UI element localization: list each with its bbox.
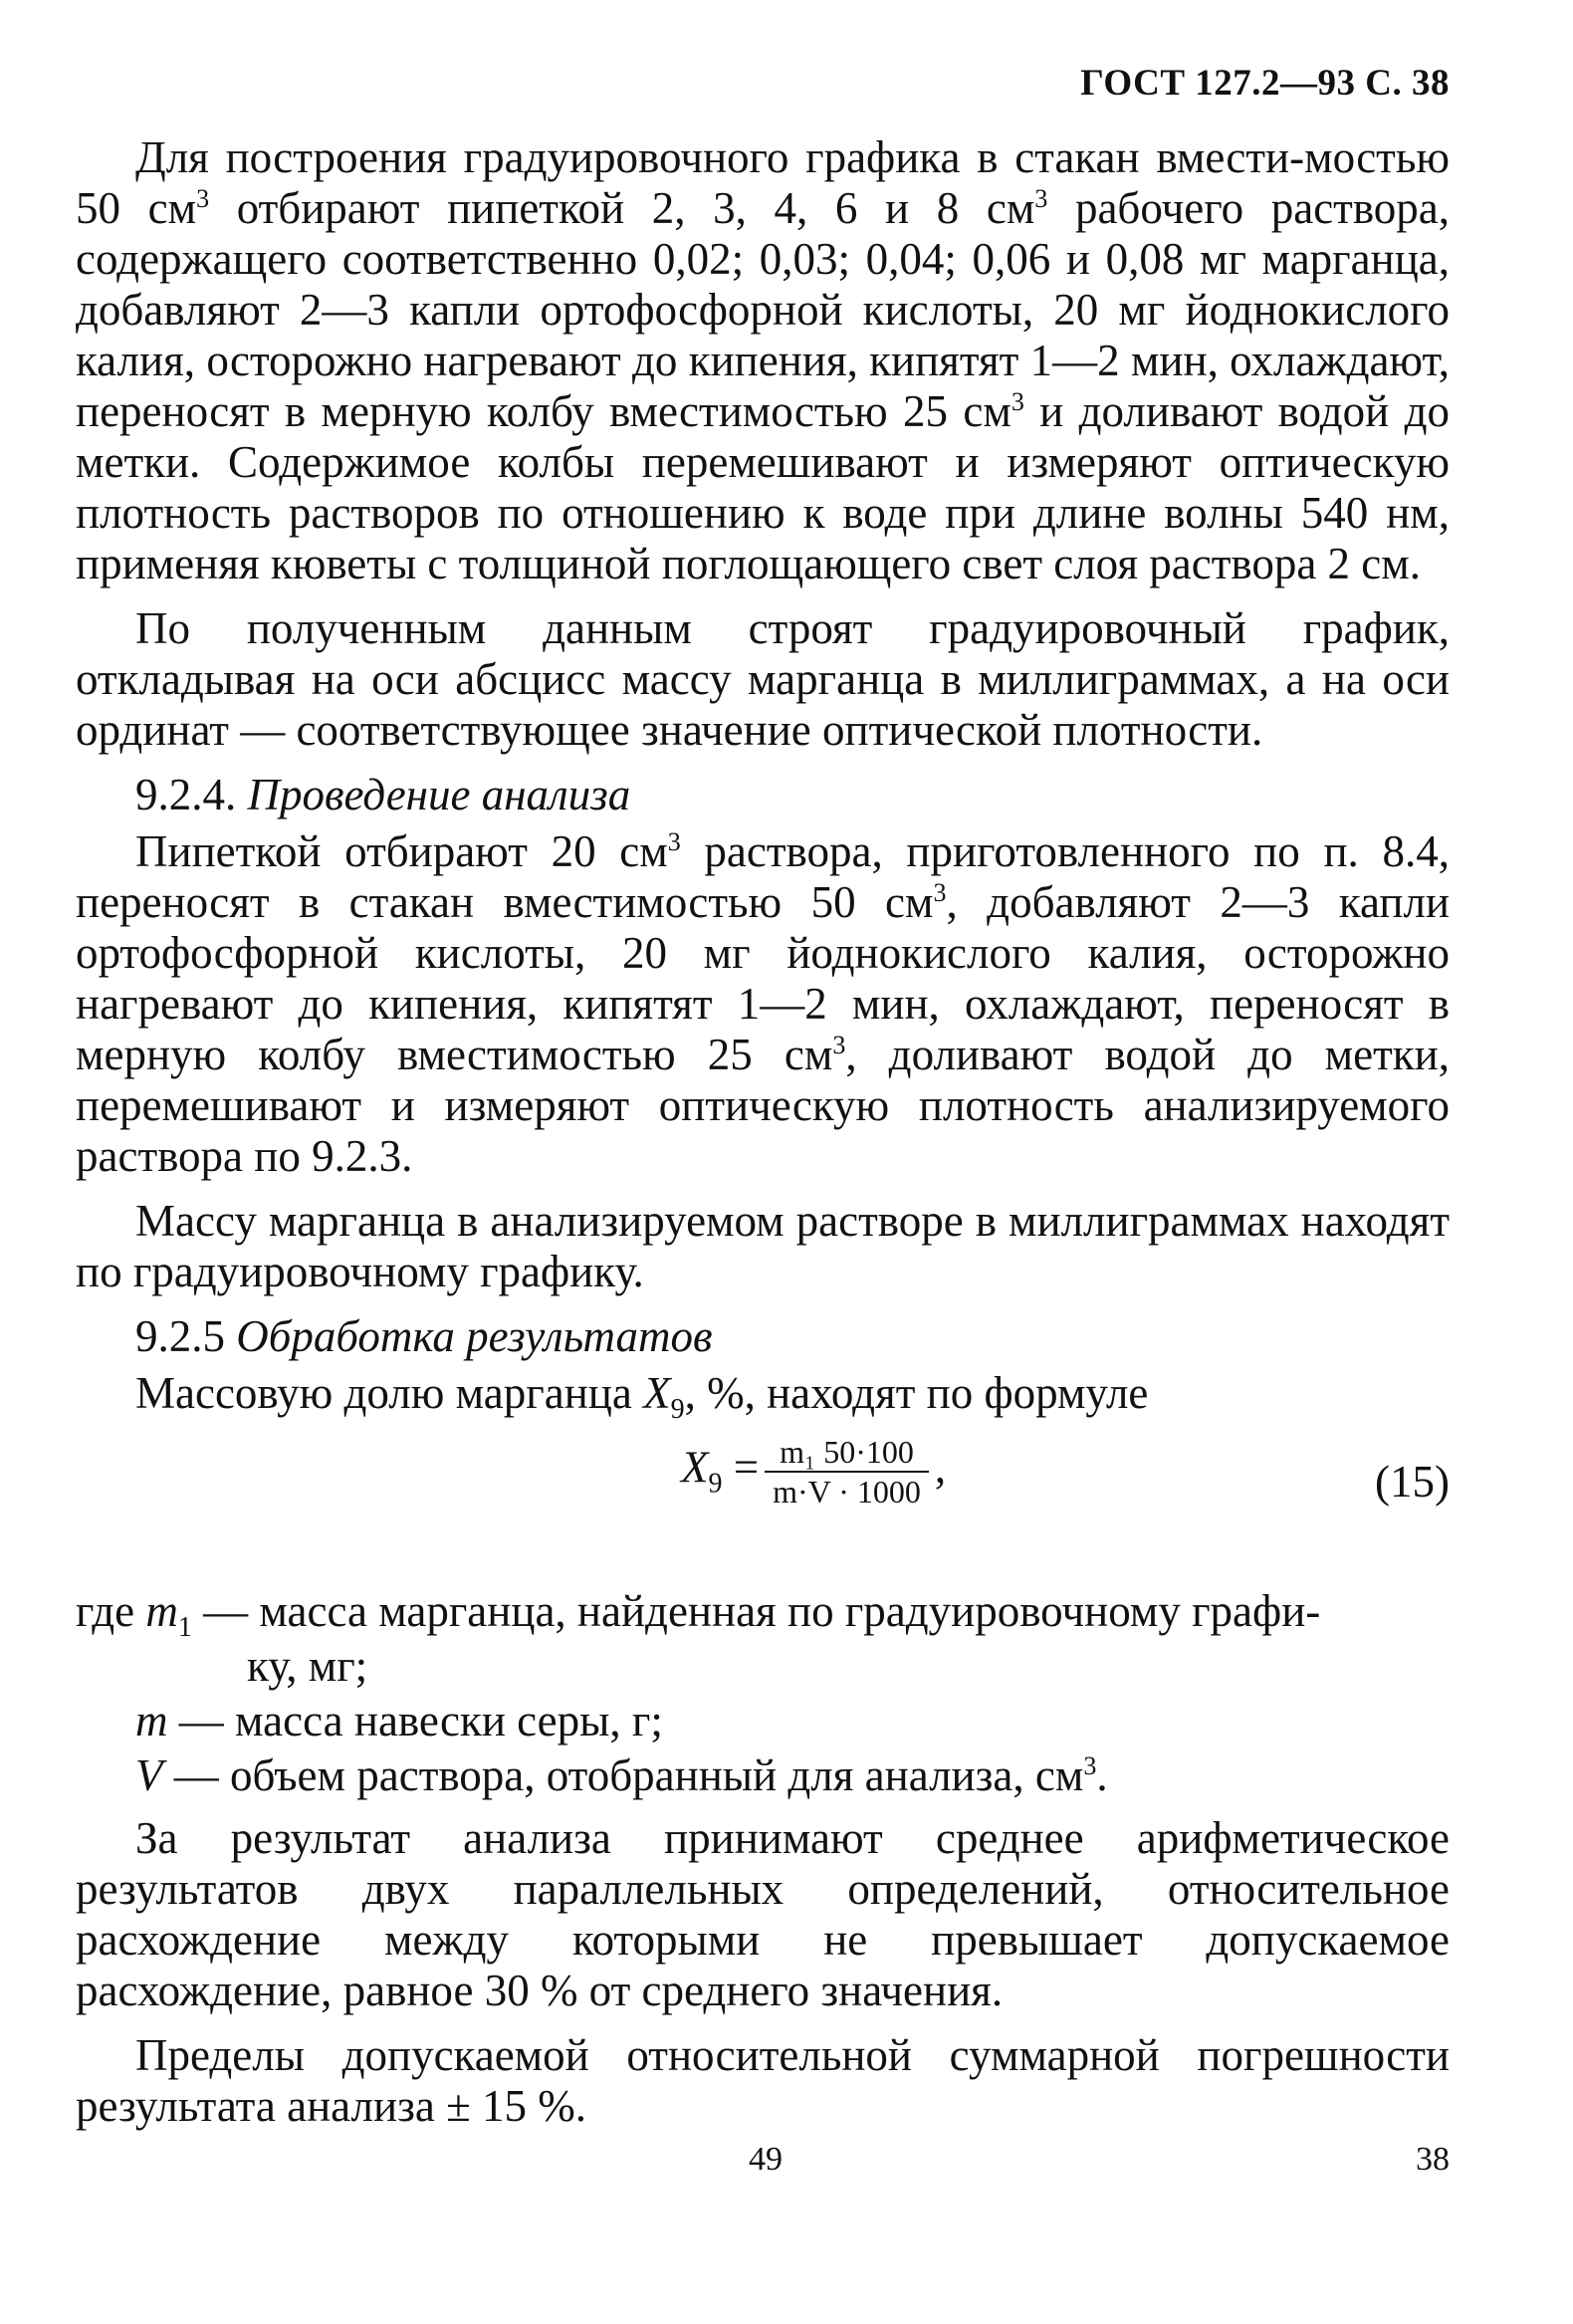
variable: m — [135, 1696, 168, 1745]
text-run: где — [76, 1586, 146, 1636]
where-item-m — [76, 1696, 1450, 1746]
paragraph-analysis — [76, 826, 1450, 1182]
text-run: , доливают водой до метки, перемешивают и измеряют оптическую плотность анализируемого раствора по 9.2.3. — [76, 1030, 1450, 1181]
variable: m — [145, 1586, 178, 1636]
section-number: 9.2.4. — [135, 770, 237, 819]
superscript: 3 — [196, 184, 210, 213]
variable: X — [643, 1368, 671, 1418]
superscript: 3 — [667, 827, 681, 856]
text-run: отбирают пипеткой 2, 3, 4, 6 и 8 см — [209, 183, 1035, 233]
where-list — [76, 1586, 1450, 1801]
formula-equals: = — [722, 1442, 760, 1493]
footer-page-number-left: 49 — [749, 2141, 783, 2178]
section-heading-9-2-4 — [76, 770, 1450, 820]
superscript: 3 — [1083, 1751, 1097, 1780]
superscript: 3 — [1011, 387, 1024, 416]
paragraph-error-limits: Пределы допускаемой относительной суммарной погрешности результата анализа ± 15 %. — [76, 2030, 1450, 2131]
subscript: 9 — [670, 1394, 685, 1425]
text-run: и доливают водой до метки. Содержимое колбы перемешивают и измеряют оптическую плотность растворов по отношению к воде при длине волны 540 нм, применяя кюветы с толщиной поглощающего свет слоя раствора 2 см. — [76, 386, 1450, 588]
text-run: — масса навески серы, г; — [167, 1696, 663, 1745]
paragraph-calibration — [76, 132, 1450, 589]
text-run: — объем раствора, отобранный для анализа, см — [162, 1750, 1084, 1800]
text-run: Для построения градуировочного графика в стакан вмести-мостью 50 см — [76, 132, 1450, 233]
formula-lhs-subscript: 9 — [708, 1468, 723, 1500]
superscript: 3 — [832, 1031, 846, 1059]
text-run: , добавляют 2—3 капли ортофосфорной кислоты, 20 мг йоднокислого калия, осторожно нагревают до кипения, кипятят 1—2 мин, охлаждают, переносят в мерную колбу вместимостью 25 см — [76, 877, 1451, 1079]
footer-page-number-right: 38 — [1416, 2141, 1450, 2178]
paragraph-graph: По полученным данным строят градуировочный график, откладывая на оси абсцисс массу марганца в миллиграммах, а на оси ординат — соответствующее значение оптической плотности. — [76, 603, 1450, 755]
formula-number: (15) — [1375, 1457, 1450, 1507]
section-heading-9-2-5 — [76, 1311, 1450, 1362]
section-number: 9.2.5 — [135, 1311, 225, 1361]
superscript: 3 — [1034, 184, 1048, 213]
paragraph-result: За результат анализа принимают среднее арифметическое результатов двух параллельных определений, относительное расхождение между которыми не превышает допускаемое расхождение, равное 30 % от среднего значения. — [76, 1813, 1450, 2015]
page-header: ГОСТ 127.2—93 С. 38 — [1080, 63, 1450, 104]
text-run: — масса марганца, найденная по градуировочному графи- — [191, 1586, 1321, 1636]
text-run: Пипеткой отбирают 20 см — [135, 826, 668, 876]
paragraph-mass: Массу марганца в анализируемом растворе в миллиграммах находят по градуировочному графику. — [76, 1196, 1450, 1296]
formula-denominator: m·V · 1000 — [765, 1471, 929, 1511]
text-run: . — [1096, 1750, 1108, 1800]
formula-lhs: X — [681, 1442, 709, 1493]
formula-15 — [681, 1433, 946, 1511]
subscript: 1 — [177, 1612, 192, 1643]
where-item-m1 — [76, 1586, 1450, 1643]
formula-numerator: m₁ 50·100 — [780, 1434, 914, 1470]
where-item-v — [76, 1750, 1450, 1801]
formula-fraction — [765, 1433, 929, 1511]
where-item-m1-continuation: ку, мг; — [247, 1641, 368, 1691]
text-run: , %, находят по формуле — [684, 1368, 1149, 1418]
section-title: Обработка результатов — [236, 1311, 713, 1361]
text-run: рабочего раствора, содержащего соответственно 0,02; 0,03; 0,04; 0,06 и 0,08 мг марганца, добавляют 2—3 капли ортофосфорной кислоты, 20 мг йоднокислого калия, осторожно нагревают до кипения, кипятят 1—2 мин, охлаждают, переносят в мерную колбу вместимостью 25 см — [76, 183, 1451, 436]
variable: V — [135, 1750, 163, 1800]
document-page — [76, 0, 1450, 2324]
paragraph-formula-intro — [76, 1368, 1450, 1425]
formula-block — [76, 1427, 1450, 1546]
text-run: раствора, приготовленного по п. 8.4, переносят в стакан вместимостью 50 см — [76, 826, 1450, 927]
superscript: 3 — [933, 878, 947, 907]
document-body — [76, 132, 1450, 2146]
section-title: Проведение анализа — [247, 770, 631, 819]
formula-comma: , — [934, 1442, 947, 1493]
text-run: Массовую долю марганца — [135, 1368, 644, 1418]
